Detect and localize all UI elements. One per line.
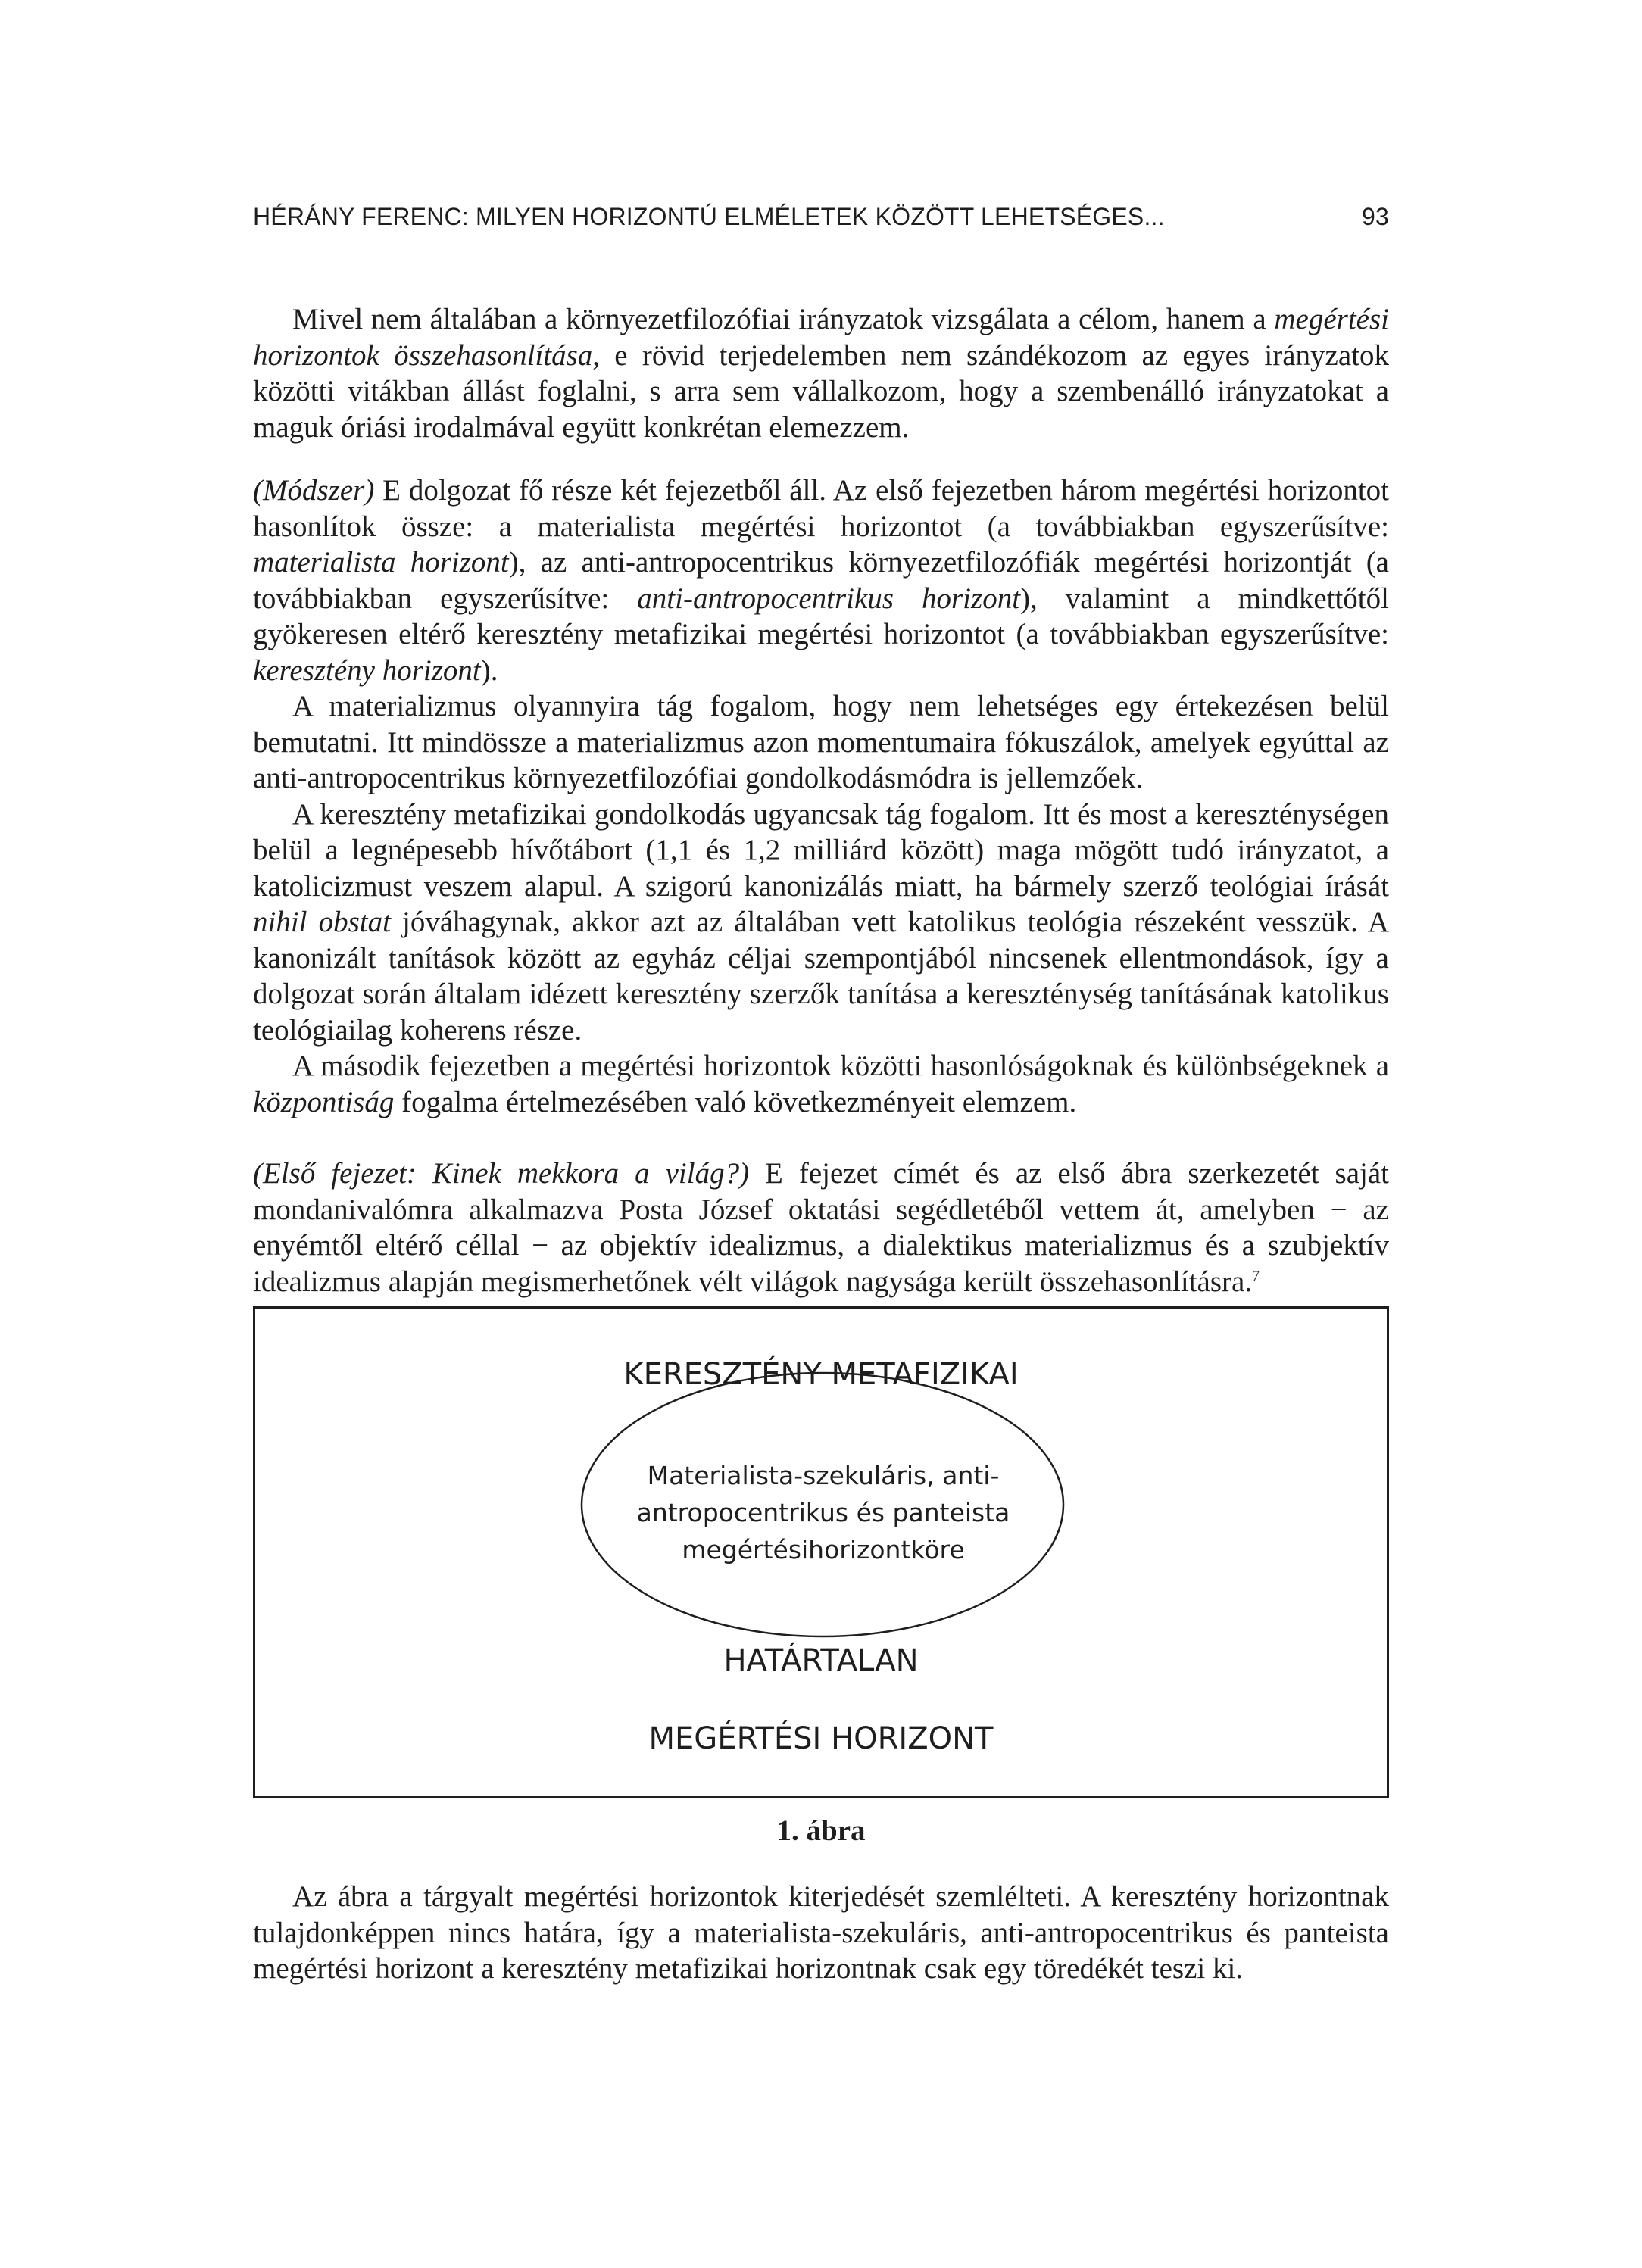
section-marker: (Módszer) [253, 474, 375, 507]
figure-label-bottom: MEGÉRTÉSI HORIZONT [648, 1721, 994, 1756]
text-span: , e rövid terjedelemben nem szándékozom az egyes irányzatok közötti vitákban állást foglalni, s arra sem vállalkozom, hogy a szembenálló irányzatokat a maguk óriási irodalmával együtt konkrétan elemezzem. [253, 338, 1389, 444]
text-span: fogalma értelmezésében való következményeit elemzem. [394, 1085, 1077, 1118]
running-header-title: HÉRÁNY FERENC: MILYEN HORIZONTÚ ELMÉLETEK KÖZÖTT LEHETSÉGES... [253, 203, 1165, 230]
text-span: ), az anti-antropocentrikus környezetfilozófiák megértési horizontját (a továbbiakban egyszerűsítve: [253, 546, 1389, 615]
paragraph-figure-explanation: Az ábra a tárgyalt megértési horizontok kiterjedését szemlélteti. A keresztény horizontnak tulajdonképpen nincs határa, így a materialista-szekuláris, anti-antropocentrikus és panteista megértési horizont a keresztény metafizikai horizontnak csak egy töredékét teszi ki. [253, 1880, 1389, 1985]
paragraph-first-chapter [253, 1156, 1389, 1299]
text-span: A keresztény metafizikai gondolkodás ugyancsak tág fogalom. Itt és most a kereszténységen belül a legnépesebb hívőtábort (1,1 és 1,2 milliárd között) maga mögött tudó irányzatot, a katolicizmust veszem alapul. A szigorú kanonizálás miatt, ha bármely szerző teológiai írását [253, 797, 1389, 903]
text-span: E dolgozat fő része két fejezetből áll. Az első fejezetben három megértési horizontot hasonlítok össze: a materialista megértési horizontot (a továbbiakban egyszerűsítve: [253, 474, 1389, 543]
figure-ellipse-label: Materialista-szekuláris, anti-antropocentrikus és panteista megértésihorizontköre [636, 1461, 1010, 1565]
footnote-ref: 7 [1252, 1267, 1260, 1284]
italic-term: nihil obstat [253, 906, 391, 938]
figure-label-top: KERESZTÉNY METAFIZIKAI [623, 1357, 1019, 1392]
text-span: A második fejezetben a megértési horizontok közötti hasonlóságoknak és különbségeknek a [292, 1050, 1389, 1082]
text-span: Mivel nem általában a környezetfilozófiai irányzatok vizsgálata a célom, hanem a [292, 303, 1275, 335]
section-marker: (Első fejezet: Kinek mekkora a világ?) [253, 1157, 750, 1190]
figure-label-middle: HATÁRTALAN [723, 1643, 919, 1678]
paragraph-christian [253, 797, 1389, 1049]
paragraph-materialism: A materializmus olyannyira tág fogalom, hogy nem lehetséges egy értekezésen belül bemutatni. Itt mindössze a materializmus azon momentumaira fókuszálok, amelyek egyúttal az anti-antropocentrikus környezetfilozófiai gondolkodásmódra is jellemzőek. [253, 690, 1389, 794]
italic-term: keresztény horizont [253, 654, 481, 687]
text-span: jóváhagynak, akkor azt az általában vett katolikus teológia részeként vesszük. A kanonizált tanítások között az egyház céljai szempontjából nincsenek ellentmondások, így a dolgozat során általam idézett keresztény szerzők tanítása a kereszténység tanításának katolikus teológiailag koherens része. [253, 906, 1389, 1047]
figure-1 [253, 1306, 1389, 1798]
figure-caption: 1. ábra [776, 1814, 866, 1847]
paragraph-second-chapter [253, 1048, 1389, 1120]
running-header [253, 203, 1389, 239]
text-span: E fejezet címét és az első ábra szerkezetét saját mondanivalómra alkalmazva Posta József oktatási segédletéből vettem át, amelyben − az enyémtől eltérő céllal − az objektív idealizmus, a dialektikus materializmus és a szubjektív idealizmus alapján megismerhetőnek vélt világok nagysága került összehasonlításra. [253, 1157, 1389, 1298]
figure-explanation-block [253, 1879, 1389, 1987]
paragraph-aim [253, 301, 1389, 445]
page-number: 93 [1362, 203, 1389, 230]
text-span: ). [480, 654, 498, 687]
italic-term: anti-antropocentrikus horizont [637, 582, 1021, 615]
italic-term: megértési horizontok összehasonlítása [253, 303, 1389, 372]
intro-text-block [253, 301, 1389, 445]
italic-term: központiság [253, 1085, 395, 1118]
italic-term: materialista horizont [253, 546, 509, 579]
method-text-block [253, 473, 1389, 1299]
text-span: ), valamint a mindkettőtől gyökeresen eltérő keresztény metafizikai megértési horizontot (a továbbiakban egyszerűsítve: [253, 582, 1389, 650]
paragraph-method [253, 473, 1389, 688]
